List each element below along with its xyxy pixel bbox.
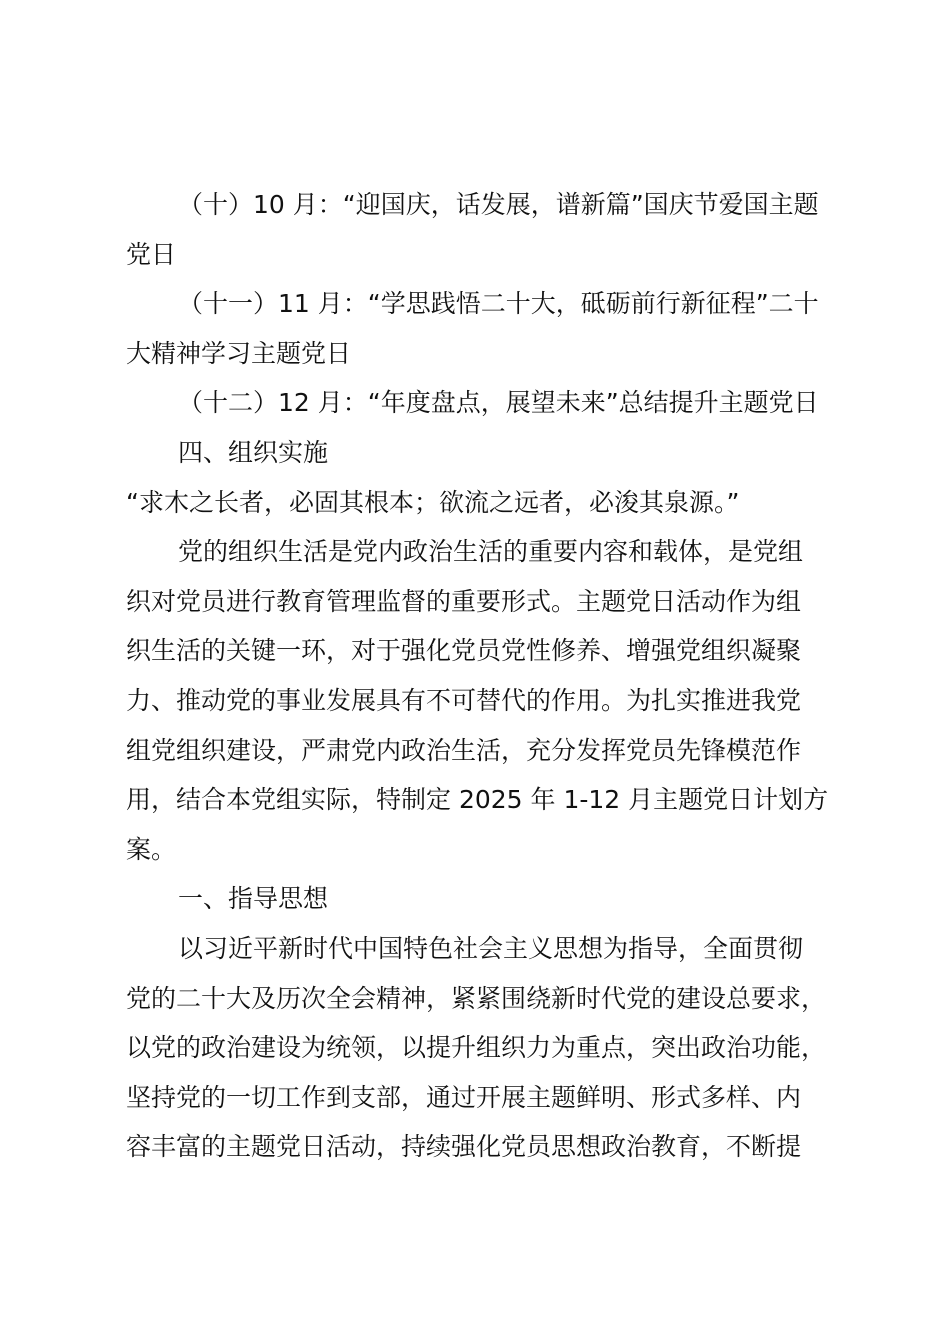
text-line-18: 以党的政治建设为统领，以提升组织力为重点，突出政治功能， [126,1033,827,1063]
text-line-12: 组党组织建设，严肃党内政治生活，充分发挥党员先锋模范作 [126,735,802,765]
text-line-11: 力、推动党的事业发展具有不可替代的作用。为扎实推进我党 [126,685,802,715]
text-line-5: （十二）12 月：“年度盘点，展望未来”总结提升主题党日 [178,388,819,418]
quote-line: “求木之长者，必固其根本；欲流之远者，必浚其泉源。” [126,487,740,517]
text-line-8: 党的组织生活是党内政治生活的重要内容和载体，是党组 [178,537,804,567]
text-line-17: 党的二十大及历次全会精神，紧紧围绕新时代党的建设总要求， [126,983,827,1013]
text-line-10: 织生活的关键一环，对于强化党员党性修养、增强党组织凝聚 [126,636,802,666]
section-heading-guiding-ideology: 一、指导思想 [178,884,329,914]
text-line-14: 案。 [126,834,177,864]
document-page [126,180,836,1172]
text-line-9: 织对党员进行教育管理监督的重要形式。主题党日活动作为组 [126,586,802,616]
text-line-2: 党日 [126,239,177,269]
text-line-4: 大精神学习主题党日 [126,338,352,368]
text-line-19: 坚持党的一切工作到支部，通过开展主题鲜明、形式多样、内 [126,1082,802,1112]
text-line-13: 用，结合本党组实际，特制定 2025 年 1-12 月主题党日计划方 [126,785,829,815]
section-heading-organization: 四、组织实施 [178,437,329,467]
text-line-1: （十）10 月：“迎国庆，话发展，谱新篇”国庆节爱国主题 [178,190,819,219]
text-line-3: （十一）11 月：“学思践悟二十大，砥砺前行新征程”二十 [178,289,819,319]
text-line-20: 容丰富的主题党日活动，持续强化党员思想政治教育，不断提 [126,1132,802,1162]
text-line-16: 以习近平新时代中国特色社会主义思想为指导，全面贯彻 [178,933,804,963]
